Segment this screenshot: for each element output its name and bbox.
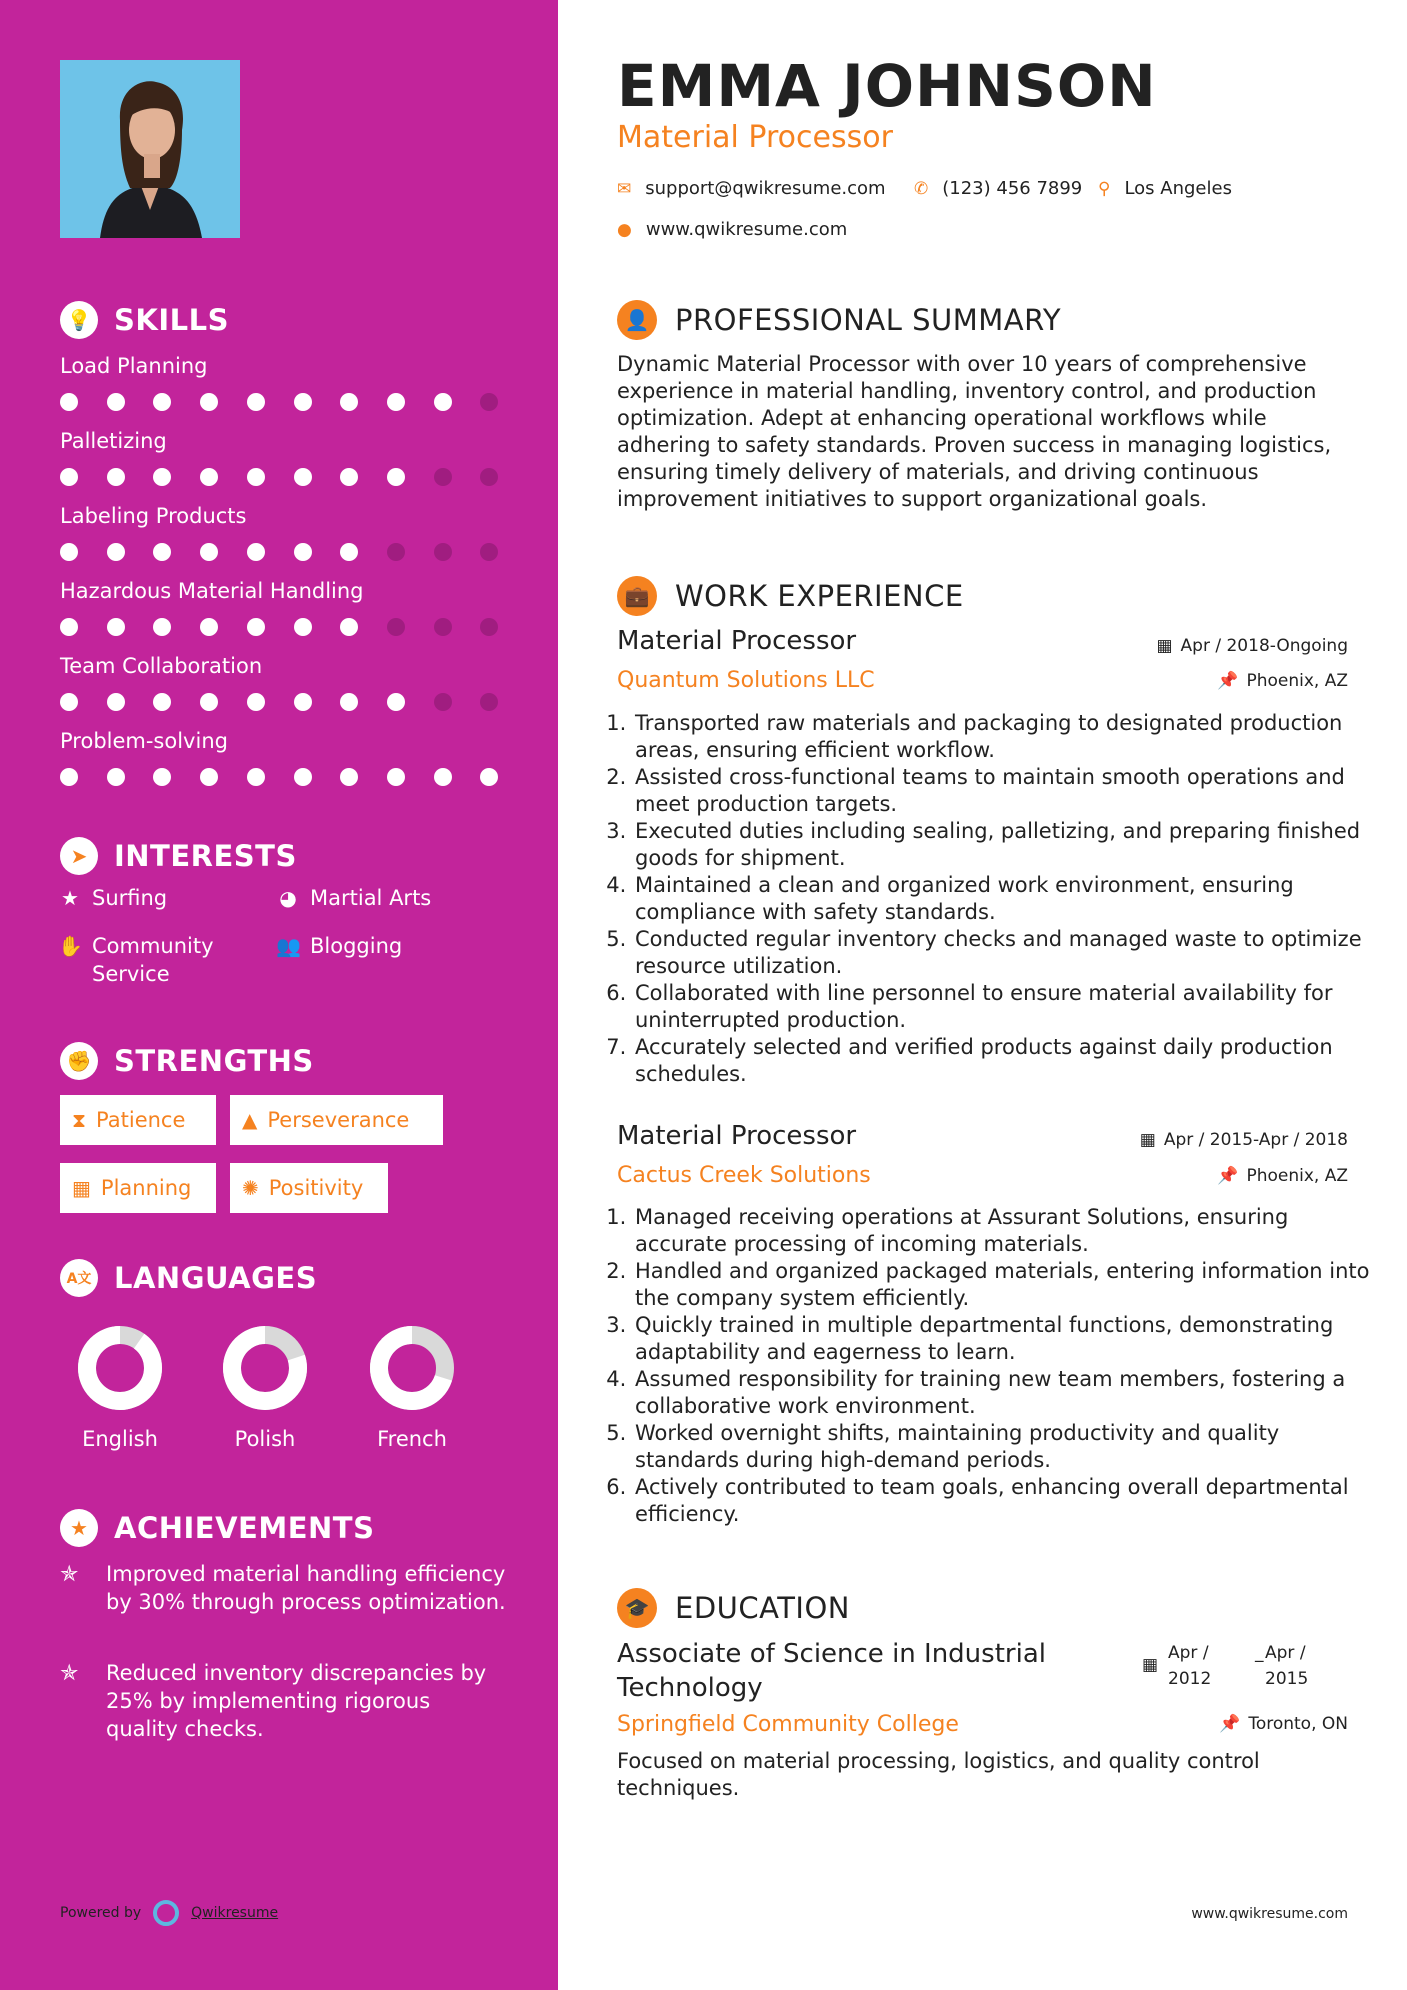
strengths-title: STRENGTHS: [114, 1044, 314, 1078]
job-bullet: 1. Managed receiving operations at Assurant Solutions, ensuring accurate processing of incoming materials.: [633, 1204, 1383, 1258]
pushpin-icon: 📌: [1217, 1166, 1239, 1186]
skill-dot: [434, 618, 452, 636]
language-donut: [367, 1323, 457, 1413]
skill-dot: [107, 618, 125, 636]
skill-dot: [434, 543, 452, 561]
skill-dot: [480, 543, 498, 561]
skill-dot: [200, 618, 218, 636]
job-bullets: [608, 1204, 1383, 1528]
skill-dot: [200, 543, 218, 561]
job-bullet: 3. Executed duties including sealing, palletizing, and preparing finished goods for shipment.: [633, 818, 1383, 872]
language-item: [60, 1323, 180, 1451]
skill-label: Hazardous Material Handling: [60, 579, 364, 603]
interest-label: Community Service: [92, 934, 214, 986]
education-start-month: Apr /: [1168, 1643, 1209, 1663]
job-location: [1217, 671, 1348, 691]
calendar-icon: ▦: [1142, 1655, 1159, 1675]
candidate-title: Material Processor: [617, 120, 893, 155]
job-bullet: 5. Conducted regular inventory checks and managed waste to optimize resource utilization.: [633, 926, 1383, 980]
experience-title: WORK EXPERIENCE: [675, 579, 964, 613]
interest-item: [276, 884, 431, 912]
job-role: Material Processor: [617, 626, 857, 656]
job-bullet: 2. Handled and organized packaged materials, entering information into the company system efficiently.: [633, 1258, 1383, 1312]
skill-dot: [294, 468, 312, 486]
skill-dot: [247, 768, 265, 786]
skill-dot: [294, 693, 312, 711]
achievements-heading: [60, 1509, 374, 1547]
skill-dot: [434, 468, 452, 486]
experience-heading: [617, 576, 964, 616]
skill-dot: [60, 468, 78, 486]
education-location-text: Toronto, ON: [1248, 1714, 1348, 1734]
calendar-icon: ▦: [1139, 1130, 1156, 1150]
skill-dot: [60, 693, 78, 711]
job-date: [1140, 1130, 1348, 1150]
footer-url[interactable]: www.qwikresume.com: [1191, 1906, 1348, 1922]
website-contact: [617, 219, 847, 240]
skill-dot: [107, 768, 125, 786]
language-label: Polish: [234, 1427, 296, 1451]
summary-text: Dynamic Material Processor with over 10 years of comprehensive experience in material handling, inventory control, and production optimization. Adept at enhancing operational workflows while adhering to safety standards. Proven success in managing logistics, ensuring timely delivery of materials, and driving continuous improvement initiatives to support organizational goals.: [617, 352, 1332, 511]
job-bullet: 5. Worked overnight shifts, maintaining productivity and quality standards during high-demand periods.: [633, 1420, 1383, 1474]
skills-heading: [60, 301, 229, 339]
email-contact: [617, 178, 886, 199]
candidate-name: EMMA JOHNSON: [617, 52, 1157, 120]
skill-dot: [200, 768, 218, 786]
skill-dot: [340, 393, 358, 411]
education-end-date: [1255, 1640, 1309, 1692]
job-role: Material Processor: [617, 1121, 857, 1151]
skill-rating: [60, 389, 500, 413]
paper-plane-icon: ➤: [60, 837, 98, 875]
envelope-icon: ✉: [617, 178, 632, 199]
phone-contact: [914, 178, 1082, 199]
skill-item: [60, 426, 500, 488]
skill-dot: [153, 768, 171, 786]
job-date-text: Apr / 2018-Ongoing: [1180, 636, 1348, 656]
interest-item: [276, 932, 402, 960]
skill-dot: [60, 543, 78, 561]
job-date: [1156, 636, 1348, 656]
skill-dot: [153, 618, 171, 636]
skill-dot: [247, 393, 265, 411]
languages-heading: [60, 1259, 317, 1297]
interests-heading: [60, 837, 297, 875]
skill-item: [60, 726, 500, 788]
education-start-date: [1142, 1640, 1212, 1692]
strength-label: Positivity: [268, 1176, 364, 1200]
strength-label: Perseverance: [267, 1108, 410, 1132]
job-company: Quantum Solutions LLC: [617, 668, 875, 693]
strength-badge: [230, 1163, 388, 1213]
skill-dot: [434, 393, 452, 411]
skill-dot: [247, 468, 265, 486]
map-pin-icon: ⚲: [1098, 178, 1111, 199]
language-donut: [75, 1323, 165, 1413]
skill-dot: [387, 768, 405, 786]
skill-dot: [480, 618, 498, 636]
job-date-text: Apr / 2015-Apr / 2018: [1163, 1130, 1348, 1150]
education-description: Focused on material processing, logistics, and quality control techniques.: [617, 1749, 1260, 1800]
strength-badge: [230, 1095, 443, 1145]
powered-by-label: Powered by: [60, 1905, 142, 1921]
skills-title: SKILLS: [114, 303, 229, 337]
job-bullet: 4. Assumed responsibility for training new team members, fostering a collaborative work environment.: [633, 1366, 1383, 1420]
skill-rating: [60, 764, 500, 788]
language-label: English: [82, 1427, 158, 1451]
interest-item: [58, 932, 258, 988]
skill-label: Team Collaboration: [60, 654, 263, 678]
skill-label: Labeling Products: [60, 504, 247, 528]
skill-dot: [60, 768, 78, 786]
job-bullet: 3. Quickly trained in multiple departmental functions, demonstrating adaptability and eagerness to learn.: [633, 1312, 1383, 1366]
job-bullet: 1. Transported raw materials and packaging to designated production areas, ensuring efficient workflow.: [633, 710, 1383, 764]
skill-dot: [294, 618, 312, 636]
education-title: EDUCATION: [675, 1591, 851, 1625]
achievement-item: [60, 1659, 510, 1743]
skill-label: Load Planning: [60, 354, 208, 378]
summary-heading: [617, 300, 1061, 340]
hourglass-icon: ⧗: [72, 1108, 87, 1132]
phone-icon: ✆: [914, 178, 929, 199]
interests-title: INTERESTS: [114, 839, 297, 873]
calendar-icon: ▦: [1156, 636, 1173, 656]
skill-dot: [387, 543, 405, 561]
powered-by: [60, 1900, 278, 1926]
profile-photo: [60, 60, 240, 238]
calendar-icon: ▦: [72, 1176, 91, 1200]
achievement-text: Improved material handling efficiency by 30% through process optimization.: [106, 1562, 506, 1614]
language-item: [352, 1323, 472, 1451]
languages-title: LANGUAGES: [114, 1261, 318, 1295]
shooting-star-icon: ✯: [60, 1661, 79, 1686]
skill-dot: [340, 618, 358, 636]
location-text: Los Angeles: [1124, 178, 1232, 199]
education-date-separator: _: [1255, 1643, 1264, 1663]
star-icon: ★: [61, 886, 79, 910]
skill-dot: [200, 468, 218, 486]
skill-dot: [153, 543, 171, 561]
skill-dot: [387, 468, 405, 486]
skill-dot: [247, 693, 265, 711]
skill-dot: [434, 768, 452, 786]
strength-badge: [60, 1163, 216, 1213]
job-company: Cactus Creek Solutions: [617, 1163, 871, 1188]
skill-item: [60, 576, 500, 638]
hand-icon: ✋: [58, 934, 83, 958]
skill-dot: [294, 768, 312, 786]
language-donut: [220, 1323, 310, 1413]
qwikresume-logo-icon: [153, 1900, 179, 1926]
skill-dot: [153, 393, 171, 411]
pushpin-icon: 📌: [1217, 671, 1239, 691]
skill-dot: [107, 468, 125, 486]
skill-dot: [247, 543, 265, 561]
qwikresume-link[interactable]: Qwikresume: [191, 1905, 279, 1921]
globe-icon: ●: [617, 219, 632, 240]
interest-label: Surfing: [92, 886, 168, 910]
skill-label: Problem-solving: [60, 729, 228, 753]
language-level-arc: [87, 1335, 153, 1401]
skill-dot: [387, 693, 405, 711]
skill-dot: [60, 393, 78, 411]
education-school: Springfield Community College: [617, 1712, 959, 1737]
job-bullet: 7. Accurately selected and verified products against daily production schedules.: [633, 1034, 1383, 1088]
skill-dot: [153, 693, 171, 711]
skill-item: [60, 351, 500, 413]
skill-dot: [340, 768, 358, 786]
skill-dot: [340, 468, 358, 486]
road-icon: ▲: [242, 1108, 258, 1132]
job-bullet: 6. Collaborated with line personnel to ensure material availability for uninterrupted production.: [633, 980, 1383, 1034]
strength-label: Planning: [100, 1176, 192, 1200]
strength-badge: [60, 1095, 216, 1145]
skill-dot: [387, 618, 405, 636]
skill-dot: [200, 393, 218, 411]
skill-dot: [340, 543, 358, 561]
lightbulb-icon: 💡: [60, 301, 98, 339]
skill-dot: [294, 393, 312, 411]
user-icon: 👤: [617, 300, 657, 340]
fist-icon: ✊: [60, 1042, 98, 1080]
skill-dot: [107, 543, 125, 561]
interest-label: Blogging: [310, 934, 403, 958]
summary-title: PROFESSIONAL SUMMARY: [675, 303, 1062, 337]
skill-dot: [153, 468, 171, 486]
job-location-text: Phoenix, AZ: [1246, 1166, 1348, 1186]
education-end-month: Apr /: [1265, 1643, 1306, 1663]
skill-rating: [60, 539, 500, 563]
skill-dot: [60, 618, 78, 636]
email-text[interactable]: support@qwikresume.com: [645, 178, 886, 199]
achievements-title: ACHIEVEMENTS: [114, 1511, 375, 1545]
skill-dot: [480, 468, 498, 486]
skill-dot: [387, 393, 405, 411]
sidebar: [0, 0, 558, 1990]
skill-label: Palletizing: [60, 429, 167, 453]
education-location: [1219, 1714, 1348, 1734]
education-end-year: 2015: [1265, 1669, 1309, 1689]
interest-label: Martial Arts: [310, 886, 432, 910]
pushpin-icon: 📌: [1219, 1714, 1241, 1734]
skill-dot: [247, 618, 265, 636]
skill-dot: [107, 693, 125, 711]
skill-item: [60, 651, 500, 713]
education-degree: Associate of Science in Industrial Technology: [617, 1639, 1046, 1703]
briefcase-chair-icon: 💼: [617, 576, 657, 616]
language-item: [205, 1323, 325, 1451]
sun-icon: ✺: [242, 1176, 259, 1200]
job-bullets: [608, 710, 1383, 1088]
location-contact: [1098, 178, 1232, 199]
skill-dot: [200, 693, 218, 711]
achievement-item: [60, 1560, 510, 1616]
job-bullet: 4. Maintained a clean and organized work environment, ensuring compliance with safety standards.: [633, 872, 1383, 926]
achievement-text: Reduced inventory discrepancies by 25% by implementing rigorous quality checks.: [106, 1661, 487, 1741]
skill-item: [60, 501, 500, 563]
job-location-text: Phoenix, AZ: [1246, 671, 1348, 691]
skill-dot: [340, 693, 358, 711]
skill-dot: [480, 693, 498, 711]
graduation-icon: 🎓: [617, 1588, 657, 1628]
shooting-star-icon: ✯: [60, 1562, 79, 1587]
strength-label: Patience: [96, 1108, 186, 1132]
job-bullet: 6. Actively contributed to team goals, enhancing overall departmental efficiency.: [633, 1474, 1383, 1528]
skill-dot: [294, 543, 312, 561]
globe-icon: ◕: [279, 886, 297, 910]
skill-rating: [60, 689, 500, 713]
language-label: French: [377, 1427, 447, 1451]
users-icon: 👥: [276, 934, 301, 958]
interest-item: [58, 884, 167, 912]
skill-dot: [480, 393, 498, 411]
website-text[interactable]: www.qwikresume.com: [645, 219, 848, 240]
translate-icon: A文: [60, 1259, 98, 1297]
education-heading: [617, 1588, 850, 1628]
medal-star-icon: ★: [60, 1509, 98, 1547]
main-content: [558, 0, 1407, 1990]
skill-dot: [434, 693, 452, 711]
skill-rating: [60, 464, 500, 488]
skill-dot: [480, 768, 498, 786]
person-avatar-icon: [60, 60, 240, 238]
phone-text[interactable]: (123) 456 7899: [942, 178, 1083, 199]
skill-dot: [107, 393, 125, 411]
education-start-year: 2012: [1168, 1669, 1212, 1689]
job-location: [1217, 1166, 1348, 1186]
job-bullet: 2. Assisted cross-functional teams to maintain smooth operations and meet production targets.: [633, 764, 1383, 818]
strengths-heading: [60, 1042, 314, 1080]
skill-rating: [60, 614, 500, 638]
